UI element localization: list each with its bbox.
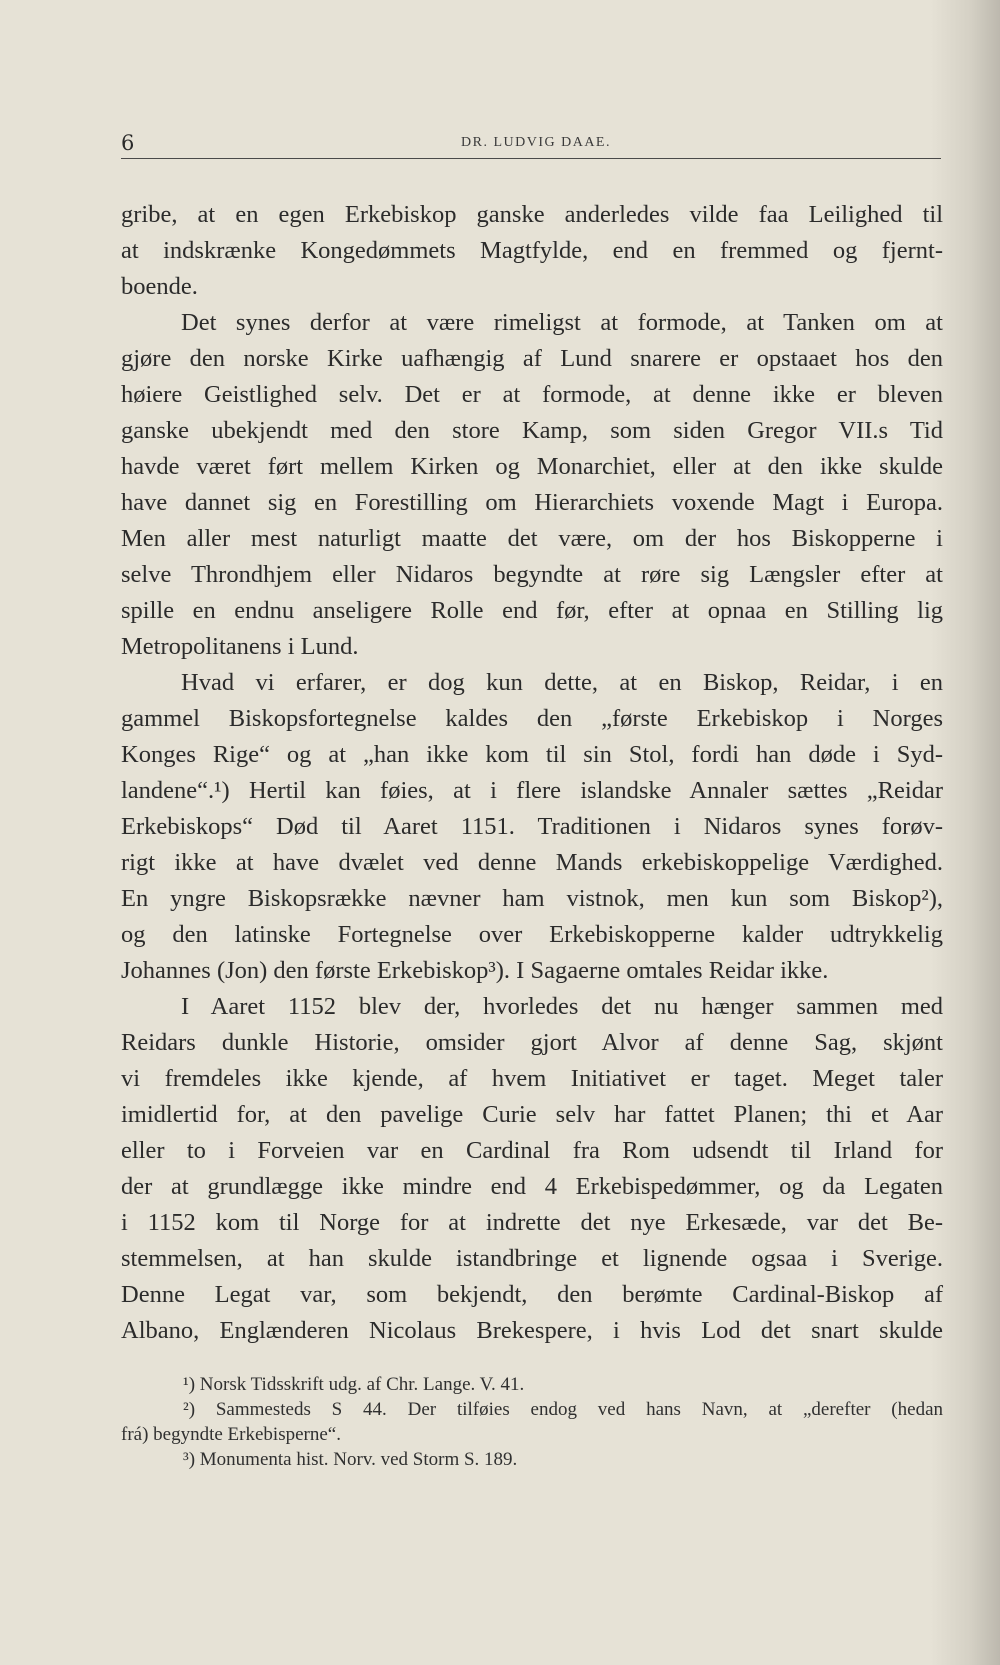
text-line: Johannes (Jon) den første Erkebiskop³). I Sagaerne omtales Reidar ikke. <box>121 957 829 984</box>
running-head: DR. LUDVIG DAAE. <box>461 135 611 150</box>
text-line: høiere Geistlighed selv. Det er at formode, at denne ikke er bleven <box>121 381 943 408</box>
page-number: 6 <box>121 131 135 155</box>
text-line: stemmelsen, at han skulde istandbringe et lignende ogsaa i Sverige. <box>121 1245 943 1272</box>
text-line: landene“.¹) Hertil kan føies, at i flere islandske Annaler sættes „Reidar <box>121 777 943 804</box>
text-line: at indskrænke Kongedømmets Magtfylde, end en fremmed og fjernt- <box>121 237 943 264</box>
text-line: boende. <box>121 273 198 300</box>
text-line: Det synes derfor at være rimeligst at formode, at Tanken om at <box>181 309 943 336</box>
footnote-line: ³) Monumenta hist. Norv. ved Storm S. 189. <box>183 1449 518 1470</box>
text-line: Albano, Englænderen Nicolaus Brekespere, i hvis Lod det snart skulde <box>121 1317 943 1344</box>
text-line: eller to i Forveien var en Cardinal fra Rom udsendt til Irland for <box>121 1137 943 1164</box>
footnote-line: ²) Sammesteds S 44. Der tilføies endog ved hans Navn, at „derefter (hedan <box>183 1399 943 1420</box>
header-rule <box>121 158 941 159</box>
text-line: gammel Biskopsfortegnelse kaldes den „første Erkebiskop i Norges <box>121 705 943 732</box>
body-text <box>121 197 943 1349</box>
footnotes <box>121 1372 943 1472</box>
text-line: Men aller mest naturligt maatte det være, om der hos Biskopperne i <box>121 525 943 552</box>
page-header <box>121 127 941 157</box>
text-line: i 1152 kom til Norge for at indrette det nye Erkesæde, var det Be- <box>121 1209 943 1236</box>
text-line: gribe, at en egen Erkebiskop ganske anderledes vilde faa Leilighed til <box>121 201 943 228</box>
text-line: Metropolitanens i Lund. <box>121 633 359 660</box>
text-line: I Aaret 1152 blev der, hvorledes det nu hænger sammen med <box>181 993 943 1020</box>
text-line: selve Throndhjem eller Nidaros begyndte at røre sig Længsler efter at <box>121 561 943 588</box>
text-line: der at grundlægge ikke mindre end 4 Erkebispedømmer, og da Legaten <box>121 1173 943 1200</box>
text-line: gjøre den norske Kirke uafhængig af Lund snarere er opstaaet hos den <box>121 345 943 372</box>
text-line: ganske ubekjendt med den store Kamp, som siden Gregor VII.s Tid <box>121 417 943 444</box>
text-line: imidlertid for, at den pavelige Curie selv har fattet Planen; thi et Aar <box>121 1101 943 1128</box>
text-line: spille en endnu anseligere Rolle end før, efter at opnaa en Stilling lig <box>121 597 943 624</box>
text-line: Konges Rige“ og at „han ikke kom til sin Stol, fordi han døde i Syd- <box>121 741 943 768</box>
text-line: Denne Legat var, som bekjendt, den berømte Cardinal-Biskop af <box>121 1281 943 1308</box>
text-line: og den latinske Fortegnelse over Erkebiskopperne kalder udtrykkelig <box>121 921 943 948</box>
text-line: Reidars dunkle Historie, omsider gjort Alvor af denne Sag, skjønt <box>121 1029 943 1056</box>
text-line: havde været ført mellem Kirken og Monarchiet, eller at den ikke skulde <box>121 453 943 480</box>
text-line: Hvad vi erfarer, er dog kun dette, at en Biskop, Reidar, i en <box>181 669 943 696</box>
text-line: rigt ikke at have dvælet ved denne Mands erkebiskoppelige Værdighed. <box>121 849 943 876</box>
footnote-line: ¹) Norsk Tidsskrift udg. af Chr. Lange. V. 41. <box>183 1374 525 1395</box>
text-line: Erkebiskops“ Død til Aaret 1151. Traditionen i Nidaros synes forøv- <box>121 813 943 840</box>
text-line: vi fremdeles ikke kjende, af hvem Initiativet er taget. Meget taler <box>121 1065 943 1092</box>
text-line: have dannet sig en Forestilling om Hierarchiets voxende Magt i Europa. <box>121 489 943 516</box>
text-line: En yngre Biskopsrække nævner ham vistnok, men kun som Biskop²), <box>121 885 943 912</box>
footnote-line: frá) begyndte Erkebisperne“. <box>121 1424 341 1445</box>
